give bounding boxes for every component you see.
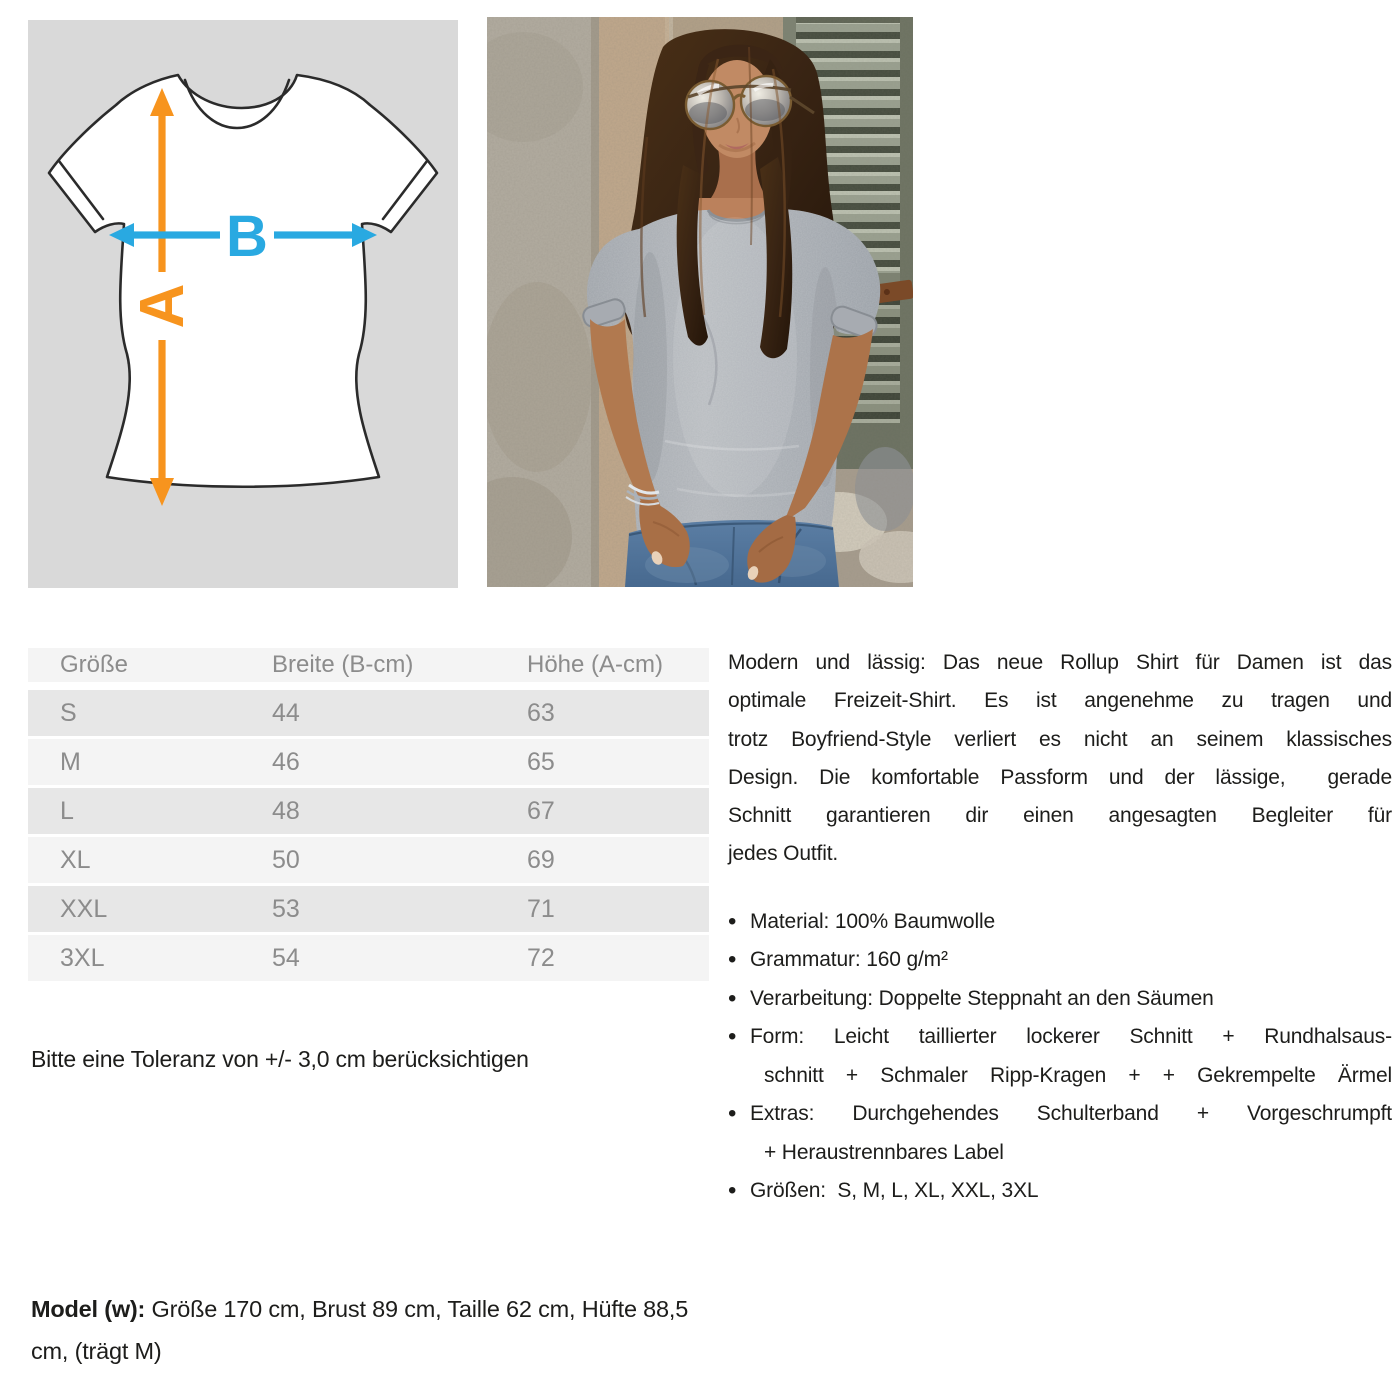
bullet-icon: • <box>728 946 737 974</box>
bullet-icon: • <box>728 1100 737 1128</box>
paragraph-line: trotz Boyfriend-Style verliert es nicht an seinem klassisches <box>728 727 1392 751</box>
hoehe-cell: 69 <box>527 845 555 874</box>
table-row <box>28 935 709 981</box>
hoehe-cell: 72 <box>527 943 555 972</box>
breite-cell: 44 <box>272 698 300 727</box>
feature-text: + Heraustrennbares Label <box>764 1140 1004 1164</box>
measure-label-b: B <box>226 204 268 269</box>
size-diagram <box>28 20 458 588</box>
paragraph-line: Schnitt garantieren dir einen angesagten Begleiter für <box>728 804 1392 828</box>
model-info-label: Model (w): <box>31 1296 146 1322</box>
size-cell: 3XL <box>60 943 105 972</box>
size-cell: L <box>60 796 74 825</box>
bullet-icon: • <box>728 1023 737 1051</box>
feature-list <box>728 903 1392 1211</box>
feature-text: Größen: S, M, L, XL, XXL, 3XL <box>750 1179 1039 1203</box>
table-row <box>28 690 709 736</box>
model-info-text: Größe 170 cm, Brust 89 cm, Taille 62 cm, Hüfte 88,5 cm, (trägt M) <box>31 1296 689 1364</box>
hoehe-cell: 65 <box>527 747 555 776</box>
feature-text: Grammatur: 160 g/m² <box>750 948 948 972</box>
measure-label-a: A <box>128 283 197 329</box>
model-info <box>31 1288 715 1372</box>
description-paragraph <box>728 644 1392 874</box>
feature-item-groessen <box>728 1172 1392 1211</box>
size-cell: XL <box>60 845 91 874</box>
paragraph-line: jedes Outfit. <box>728 842 839 866</box>
feature-item-material <box>728 903 1392 942</box>
hoehe-cell: 63 <box>527 698 555 727</box>
col-header-groesse: Größe <box>60 651 129 678</box>
hoehe-cell: 67 <box>527 796 555 825</box>
size-cell: M <box>60 747 81 776</box>
size-cell: S <box>60 698 77 727</box>
breite-cell: 50 <box>272 845 300 874</box>
product-description <box>728 644 1392 1211</box>
feature-text: Extras: Durchgehendes Schulterband + Vorgeschrumpft <box>750 1102 1392 1126</box>
tolerance-note: Bitte eine Toleranz von +/- 3,0 cm berücksichtigen <box>31 1046 529 1072</box>
feature-text: schnitt + Schmaler Ripp-Kragen + + Gekrempelte Ärmel <box>764 1063 1392 1087</box>
table-row <box>28 788 709 834</box>
paragraph-line: Design. Die komfortable Passform und der lässige, gerade <box>728 765 1392 789</box>
feature-item-verarbeitung <box>728 980 1392 1019</box>
table-row <box>28 886 709 932</box>
size-diagram-panel <box>28 20 458 588</box>
feature-text: Form: Leicht taillierter lockerer Schnitt + Rundhalsaus- <box>750 1025 1392 1049</box>
bullet-icon: • <box>728 984 737 1012</box>
table-row <box>28 739 709 785</box>
col-header-hoehe: Höhe (A-cm) <box>527 651 664 678</box>
breite-cell: 46 <box>272 747 300 776</box>
breite-cell: 48 <box>272 796 300 825</box>
model-photo-illustration <box>487 17 913 587</box>
breite-cell: 54 <box>272 943 300 972</box>
size-cell: XXL <box>60 894 108 923</box>
bullet-icon: • <box>728 1177 737 1205</box>
paragraph-line: optimale Freizeit-Shirt. Es ist angenehme zu tragen und <box>728 689 1392 713</box>
feature-item-extras <box>728 1095 1392 1172</box>
feature-text: Material: 100% Baumwolle <box>750 909 996 933</box>
breite-cell: 53 <box>272 894 300 923</box>
table-header-row <box>28 648 709 682</box>
paragraph-line: Modern und lässig: Das neue Rollup Shirt für Damen ist das <box>728 651 1392 674</box>
feature-text: Verarbeitung: Doppelte Steppnaht an den Säumen <box>750 986 1214 1010</box>
feature-item-form <box>728 1018 1392 1095</box>
table-row <box>28 837 709 883</box>
size-table <box>28 648 709 984</box>
bullet-icon: • <box>728 907 737 935</box>
hoehe-cell: 71 <box>527 894 555 923</box>
feature-item-grammatur <box>728 941 1392 980</box>
col-header-breite: Breite (B-cm) <box>272 651 414 678</box>
model-photo-panel <box>487 17 913 587</box>
